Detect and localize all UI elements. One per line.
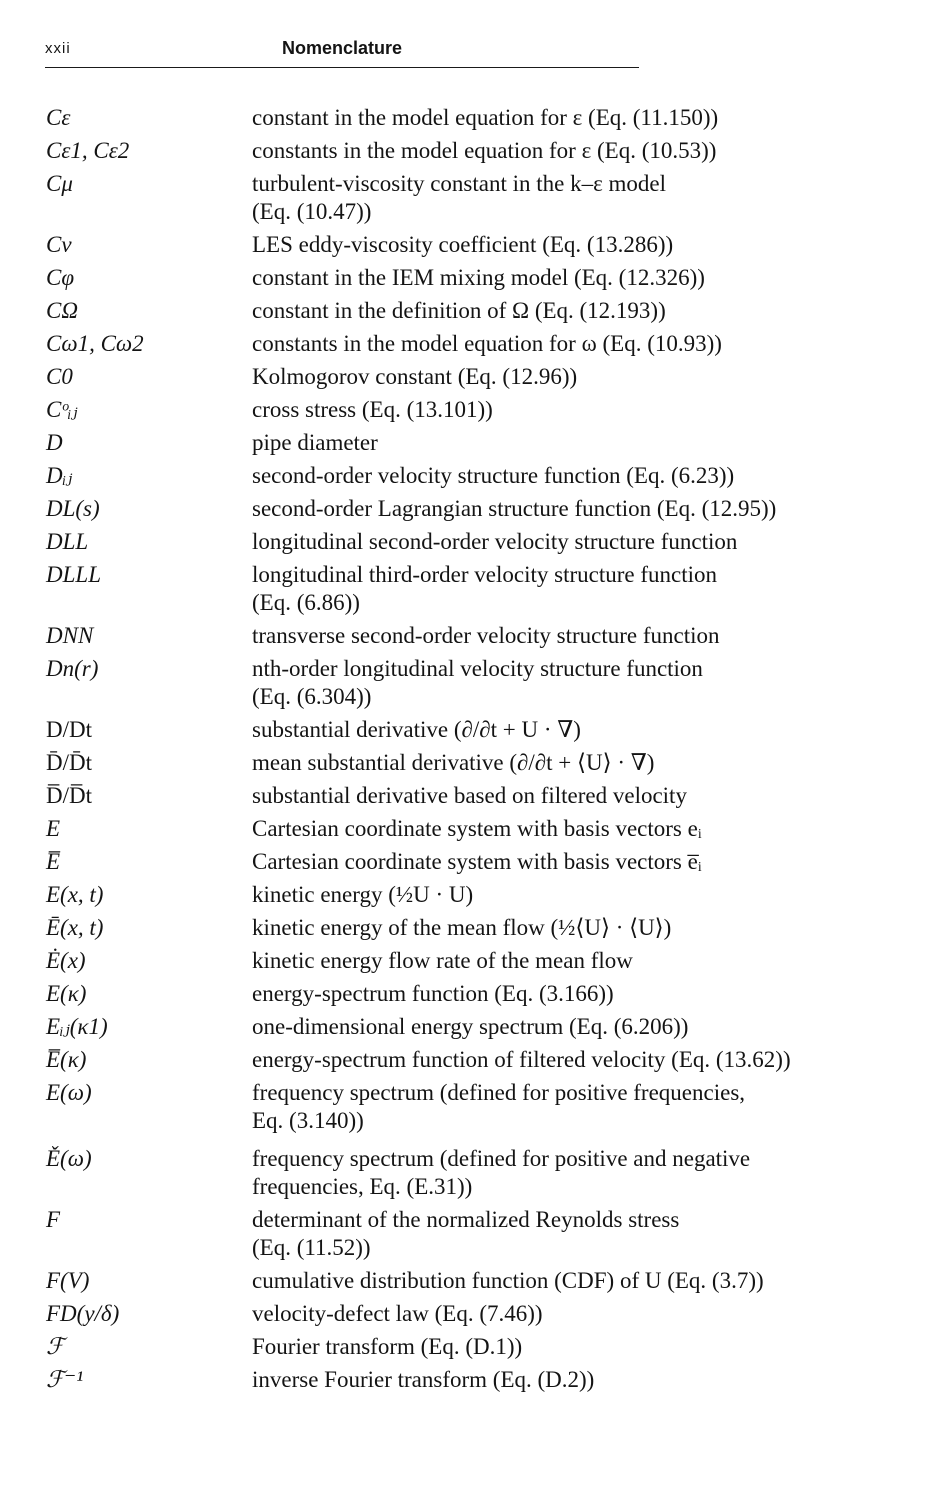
entry-symbol: Ē(x, t) [46, 915, 104, 940]
nomenclature-entry [46, 462, 906, 490]
entry-symbol: DL(s) [46, 496, 100, 521]
nomenclature-entry [46, 495, 906, 523]
nomenclature-entry [46, 980, 906, 1008]
entry-symbol: F [46, 1207, 61, 1232]
entry-description: kinetic energy of the mean flow (½⟨U⟩ · ⟨U⟩) [252, 915, 672, 940]
nomenclature-entry [46, 815, 906, 843]
entry-symbol: E̅ [46, 849, 61, 874]
entry-description: second-order velocity structure function (Eq. (6.23)) [252, 463, 735, 488]
nomenclature-entry [46, 848, 906, 876]
entry-symbol: Ě(ω) [46, 1146, 92, 1171]
entry-symbol: Cε [46, 105, 71, 130]
nomenclature-entry [46, 363, 906, 391]
entry-description: energy-spectrum function (Eq. (3.166)) [252, 981, 614, 1006]
entry-symbol: Cᵒᵢⱼ [46, 397, 78, 422]
entry-description: frequency spectrum (defined for positive frequencies, Eq. (3.140)) [252, 1080, 746, 1133]
entry-description: constant in the definition of Ω (Eq. (12.193)) [252, 298, 666, 323]
entry-symbol: CΩ [46, 298, 78, 323]
entry-symbol: Cω1, Cω2 [46, 331, 144, 356]
entry-symbol: ℱ [46, 1334, 65, 1359]
nomenclature-entry [46, 914, 906, 942]
entry-description: Fourier transform (Eq. (D.1)) [252, 1334, 523, 1359]
nomenclature-entry [46, 231, 906, 259]
nomenclature-entry [46, 429, 906, 457]
entry-symbol: Cφ [46, 265, 75, 290]
nomenclature-list [46, 104, 906, 1399]
entry-symbol: E [46, 816, 61, 841]
nomenclature-entry [46, 947, 906, 975]
entry-description: constant in the IEM mixing model (Eq. (12.326)) [252, 265, 705, 290]
entry-symbol: DLL [46, 529, 89, 554]
entry-symbol: D [46, 430, 63, 455]
entry-description: pipe diameter [252, 430, 378, 455]
entry-symbol: D̄/D̄t [46, 750, 92, 775]
entry-symbol: DLLL [46, 562, 101, 587]
running-title: Nomenclature [281, 38, 403, 58]
entry-symbol: Cν [46, 232, 72, 257]
running-header [45, 36, 639, 70]
entry-description: Cartesian coordinate system with basis vectors e̅ᵢ [252, 849, 702, 874]
entry-description: Kolmogorov constant (Eq. (12.96)) [252, 364, 578, 389]
nomenclature-entry [46, 1366, 906, 1394]
nomenclature-entry [46, 137, 906, 165]
entry-description: kinetic energy (½U · U) [252, 882, 474, 907]
nomenclature-entry [46, 396, 906, 424]
entry-symbol: Eᵢⱼ(κ1) [46, 1014, 108, 1039]
entry-description: constant in the model equation for ε (Eq. (11.150)) [252, 105, 719, 130]
entry-description: cross stress (Eq. (13.101)) [252, 397, 493, 422]
nomenclature-entry [46, 104, 906, 132]
nomenclature-entry [46, 622, 906, 650]
entry-description: frequency spectrum (defined for positive and negative frequencies, Eq. (E.31)) [252, 1146, 751, 1199]
nomenclature-entry [46, 1300, 906, 1328]
entry-symbol: Dn(r) [46, 656, 99, 681]
entry-description: one-dimensional energy spectrum (Eq. (6.206)) [252, 1014, 689, 1039]
page-number: xxii [45, 40, 71, 57]
entry-description: substantial derivative (∂/∂t + U · ∇) [252, 717, 581, 742]
nomenclature-entry [46, 561, 906, 617]
entry-symbol: D/Dt [46, 717, 92, 742]
entry-description: substantial derivative based on filtered velocity [252, 783, 687, 808]
nomenclature-entry [46, 1333, 906, 1361]
entry-description: longitudinal third-order velocity structure function (Eq. (6.86)) [252, 562, 717, 615]
entry-symbol: E(κ) [46, 981, 87, 1006]
entry-symbol: E(x, t) [46, 882, 104, 907]
nomenclature-entry [46, 1046, 906, 1074]
nomenclature-entry [46, 264, 906, 292]
entry-description: mean substantial derivative (∂/∂t + ⟨U⟩ · ∇) [252, 750, 655, 775]
entry-symbol: Ė(x) [46, 948, 86, 973]
nomenclature-entry [46, 1206, 906, 1262]
entry-description: inverse Fourier transform (Eq. (D.2)) [252, 1367, 595, 1392]
entry-symbol: Cε1, Cε2 [46, 138, 130, 163]
entry-description: nth-order longitudinal velocity structure function (Eq. (6.304)) [252, 656, 703, 709]
entry-symbol: DNN [46, 623, 94, 648]
entry-symbol: C0 [46, 364, 73, 389]
entry-description: constants in the model equation for ε (Eq. (10.53)) [252, 138, 717, 163]
entry-description: LES eddy-viscosity coefficient (Eq. (13.286)) [252, 232, 674, 257]
entry-description: velocity-defect law (Eq. (7.46)) [252, 1301, 543, 1326]
nomenclature-entry [46, 297, 906, 325]
nomenclature-entry [46, 528, 906, 556]
nomenclature-entry [46, 1145, 906, 1201]
nomenclature-entry [46, 1267, 906, 1295]
nomenclature-entry [46, 1013, 906, 1041]
entry-symbol: F(V) [46, 1268, 90, 1293]
entry-description: cumulative distribution function (CDF) of U (Eq. (3.7)) [252, 1268, 764, 1293]
entry-description: kinetic energy flow rate of the mean flow [252, 948, 633, 973]
entry-symbol: Dᵢⱼ [46, 463, 73, 488]
nomenclature-entry [46, 170, 906, 226]
entry-description: longitudinal second-order velocity structure function [252, 529, 738, 554]
entry-symbol: D̅/D̅t [46, 783, 92, 808]
entry-description: Cartesian coordinate system with basis vectors eᵢ [252, 816, 702, 841]
nomenclature-entry [46, 749, 906, 777]
nomenclature-entry [46, 881, 906, 909]
nomenclature-entry [46, 330, 906, 358]
nomenclature-entry [46, 655, 906, 711]
entry-symbol: Cμ [46, 171, 73, 196]
entry-symbol: E(ω) [46, 1080, 92, 1105]
header-rule [45, 67, 639, 68]
nomenclature-entry [46, 782, 906, 810]
nomenclature-entry [46, 716, 906, 744]
entry-description: determinant of the normalized Reynolds stress (Eq. (11.52)) [252, 1207, 680, 1260]
entry-symbol: E̅(κ) [46, 1047, 87, 1072]
entry-description: turbulent-viscosity constant in the k–ε model (Eq. (10.47)) [252, 171, 667, 224]
nomenclature-entry [46, 1079, 906, 1135]
entry-description: constants in the model equation for ω (Eq. (10.93)) [252, 331, 722, 356]
entry-symbol: FD(y/δ) [46, 1301, 120, 1326]
entry-description: transverse second-order velocity structure function [252, 623, 720, 648]
entry-symbol: ℱ⁻¹ [46, 1367, 84, 1392]
entry-description: second-order Lagrangian structure function (Eq. (12.95)) [252, 496, 777, 521]
entry-description: energy-spectrum function of filtered velocity (Eq. (13.62)) [252, 1047, 791, 1072]
